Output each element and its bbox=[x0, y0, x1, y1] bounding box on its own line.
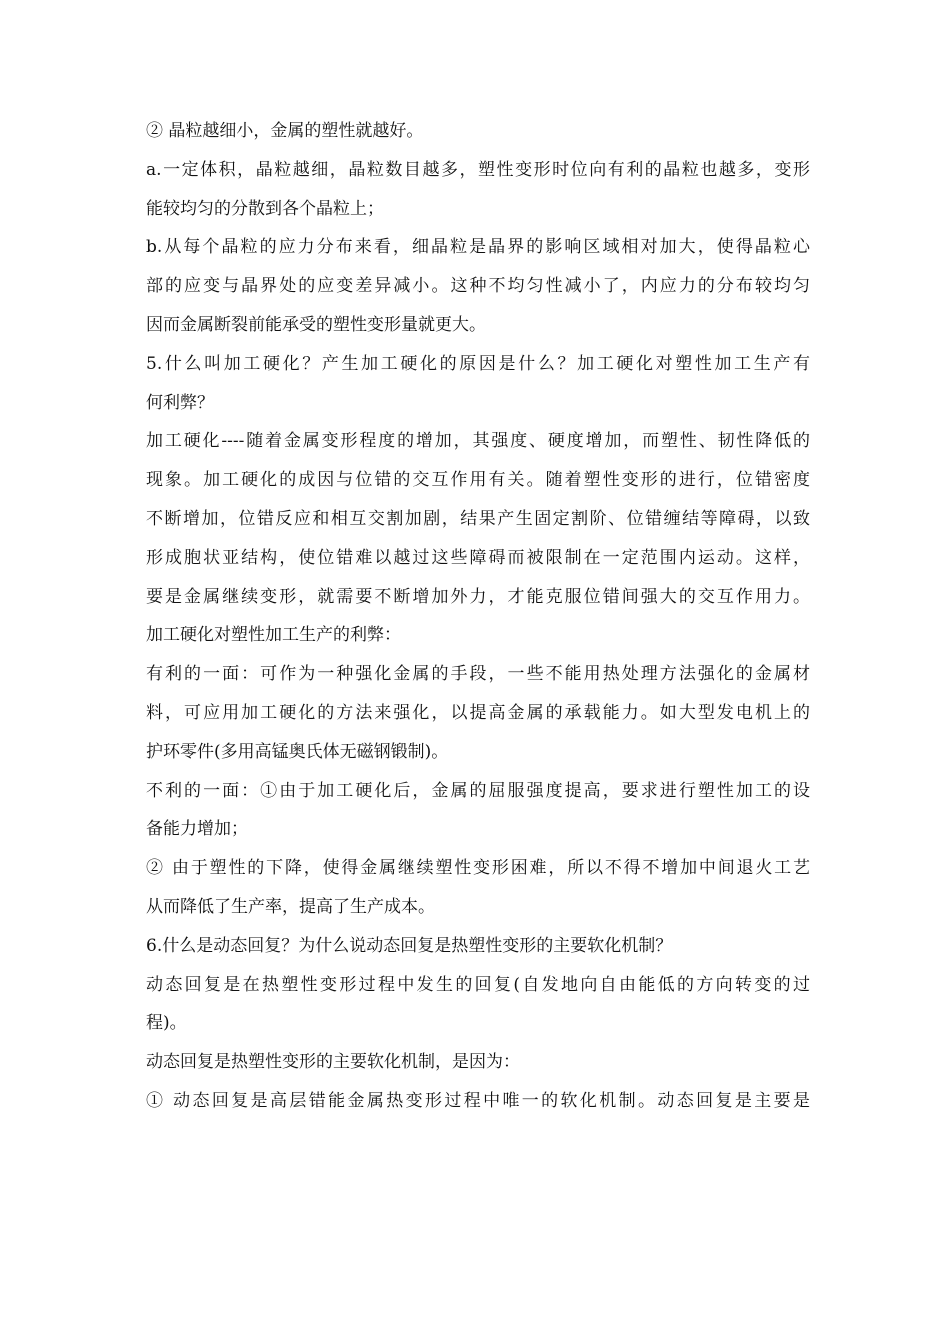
text-line: a.一定体积，晶粒越细，晶粒数目越多，塑性变形时位向有利的晶粒也越多，变形 bbox=[146, 159, 810, 180]
text-line: 料，可应用加工硬化的方法来强化，以提高金属的承载能力。如大型发电机上的 bbox=[146, 702, 810, 723]
text-line: 不利的一面：①由于加工硬化后，金属的屈服强度提高，要求进行塑性加工的设 bbox=[146, 780, 810, 801]
text-line: 动态回复是热塑性变形的主要软化机制，是因为： bbox=[146, 1052, 520, 1073]
text-line: 动态回复是在热塑性变形过程中发生的回复(自发地向自由能低的方向转变的过 bbox=[146, 974, 810, 995]
text-line: 要是金属继续变形，就需要不断增加外力，才能克服位错间强大的交互作用力。 bbox=[146, 586, 810, 607]
text-line: 有利的一面：可作为一种强化金属的手段，一些不能用热处理方法强化的金属材 bbox=[146, 664, 810, 685]
text-line: 现象。加工硬化的成因与位错的交互作用有关。随着塑性变形的进行，位错密度 bbox=[146, 470, 810, 491]
text-line: 护环零件(多用高锰奥氏体无磁钢锻制)。 bbox=[146, 741, 449, 762]
text-line: 加工硬化对塑性加工生产的利弊： bbox=[146, 625, 401, 646]
text-line: 能较均匀的分散到各个晶粒上； bbox=[146, 198, 384, 219]
text-line: 程)。 bbox=[146, 1013, 187, 1034]
text-line: 因而金属断裂前能承受的塑性变形量就更大。 bbox=[146, 314, 486, 335]
text-line: 从而降低了生产率，提高了生产成本。 bbox=[146, 896, 435, 917]
text-line: 不断增加，位错反应和相互交割加剧，结果产生固定割阶、位错缠结等障碍，以致 bbox=[146, 508, 810, 529]
text-line: 何利弊？ bbox=[146, 392, 214, 413]
document-body bbox=[146, 112, 810, 1121]
text-line: 5.什么叫加工硬化？产生加工硬化的原因是什么？加工硬化对塑性加工生产有 bbox=[146, 353, 810, 374]
text-line: b.从每个晶粒的应力分布来看，细晶粒是晶界的影响区域相对加大，使得晶粒心 bbox=[146, 237, 810, 258]
text-line: ② 晶粒越细小，金属的塑性就越好。 bbox=[146, 121, 424, 141]
text-line: 备能力增加； bbox=[146, 819, 248, 840]
text-line: 形成胞状亚结构，使位错难以越过这些障碍而被限制在一定范围内运动。这样， bbox=[146, 547, 810, 568]
text-line: 部的应变与晶界处的应变差异减小。这种不均匀性减小了，内应力的分布较均匀 bbox=[146, 276, 810, 297]
text-line: 加工硬化----随着金属变形程度的增加，其强度、硬度增加，而塑性、韧性降低的 bbox=[146, 431, 810, 452]
text-line: 6.什么是动态回复？为什么说动态回复是热塑性变形的主要软化机制？ bbox=[146, 935, 673, 956]
text-line: ① 动态回复是高层错能金属热变形过程中唯一的软化机制。动态回复是主要是 bbox=[146, 1090, 810, 1111]
text-line: ② 由于塑性的下降，使得金属继续塑性变形困难，所以不得不增加中间退火工艺 bbox=[146, 858, 810, 879]
